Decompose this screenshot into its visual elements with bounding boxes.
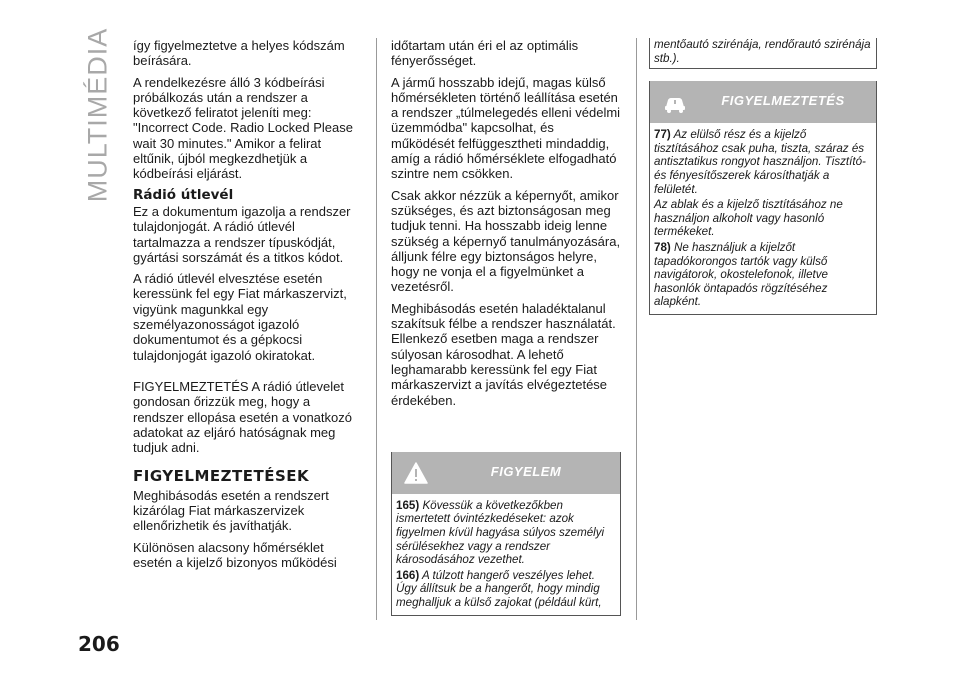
- column-divider: [376, 38, 377, 620]
- warning-box-title: FIGYELMEZTETÉS: [721, 93, 845, 109]
- note-text: Ne használjuk a kijelzőt tapadókorongos tartók vagy külső navigátorok, okostelefonok, illetve hasonlók öntapadós rögzítéséhez alapként.: [654, 240, 829, 309]
- note-item: [396, 569, 616, 610]
- text-column-3: [649, 38, 877, 315]
- note-number: 78): [654, 240, 671, 254]
- note-text: Kövessük a következőkben ismertetett óvintézkedéseket: azok figyelmen kívül hagyása súlyos személyi sérülésekhez vagy a rendszer károsodásához vezethet.: [396, 498, 605, 567]
- page-number: 206: [78, 632, 120, 656]
- paragraph: Meghibásodás esetén a rendszert kizárólag Fiat márkaszervizek ellenőrizhetik és javíthatják.: [133, 487, 329, 534]
- warning-box-header: [650, 81, 876, 123]
- paragraph: így figyelmeztetve a helyes kódszám beírására.: [133, 38, 345, 69]
- paragraph: Csak akkor nézzük a képernyőt, amikor szükséges, és azt biztonságosan meg tudjuk tenni. Ha hosszabb ideig lenne szükség a képernyő tanulmányozására, álljunk félre egy biztonságos helyre, hogy ne vonja el a figyelmünket a vezetésről.: [391, 187, 621, 295]
- text-column-1: [133, 38, 361, 576]
- paragraph: FIGYELMEZTETÉS A rádió útlevelet gondosan őrizzük meg, hogy a rendszer ellopása esetén a vonatkozó adatokat az eljáró hatóságnak meg tudjuk adni.: [133, 378, 352, 456]
- note-number: 77): [654, 128, 671, 142]
- paragraph: Ez a dokumentum igazolja a rendszer tulajdonjogát. A rádió útlevél tartalmazza a rendszer típuskódját, gyártási sorszámát és a titkos kódot.: [133, 203, 351, 265]
- note-text: Az ablak és a kijelző tisztításához ne használjon alkoholt vagy hasonló termékeket.: [654, 198, 843, 239]
- continued-note-box: [649, 38, 877, 69]
- text-column-2: [391, 38, 621, 616]
- paragraph: A rádió útlevél elvesztése esetén keressünk fel egy Fiat márkaszervizt, vigyünk magunkkal egy személyazonosságot igazoló dokumentumot és a gépkocsi tulajdonjogát igazoló okiratokat.: [133, 271, 347, 363]
- subheading-radio-card: Rádió útlevél: [133, 186, 234, 203]
- paragraph: időtartam után éri el az optimális fényerősséget.: [391, 38, 579, 69]
- section-title-vertical: MULTIMÉDIA: [82, 27, 113, 203]
- note-item: [654, 128, 872, 196]
- heading-warnings: FIGYELMEZTETÉSEK: [133, 467, 310, 486]
- note-number: 166): [396, 568, 420, 582]
- note-text: A túlzott hangerő veszélyes lehet. Úgy állítsuk be a hangerőt, hogy mindig meghalljuk a külső zajokat (például kürt,: [396, 568, 602, 609]
- paragraph: A jármű hosszabb idejű, magas külső hőmérsékleten történő leállítása esetén a rendszer „túlmelegedés elleni védelmi üzemmódba" kapcsolhat, és működését felfüggesztheti mindaddig, amíg a rádió hőmérséklete elfogadható szintre nem csökken.: [391, 74, 621, 182]
- column-divider: [636, 38, 637, 620]
- note-item: [654, 241, 872, 309]
- note-text: Az elülső rész és a kijelző tisztításához csak puha, tiszta, száraz és antisztatikus rongyot használjon. Tisztító- és fényesítőszerek károsíthatják a felületét.: [654, 128, 866, 196]
- paragraph: Meghibásodás esetén haladéktalanul szakítsuk félbe a rendszer használatát. Ellenkező esetben maga a rendszer súlyosan károsodhat. A lehető leghamarabb keressünk fel egy Fiat márkaszervizt a javítás elvégeztetése érdekében.: [391, 300, 616, 408]
- note-number: 165): [396, 498, 420, 512]
- warning-box: [649, 81, 877, 315]
- note-text: mentőautó szirénája, rendőrautó szirénája stb.).: [654, 38, 871, 65]
- paragraph: Különösen alacsony hőmérséklet esetén a kijelző bizonyos működési: [133, 539, 337, 570]
- note-item: [396, 499, 616, 567]
- caution-box-header: [392, 452, 620, 494]
- caution-box-title: FIGYELEM: [490, 463, 562, 479]
- paragraph: A rendelkezésre álló 3 kódbeírási próbálkozás után a rendszer a következő feliratot jeleníti meg: "Incorrect Code. Radio Locked Please wait 30 minutes." Amikor a felirat eltűnik, újból megkezdhetjük a kódbeírási eljárást.: [133, 74, 353, 182]
- caution-box: [391, 452, 621, 616]
